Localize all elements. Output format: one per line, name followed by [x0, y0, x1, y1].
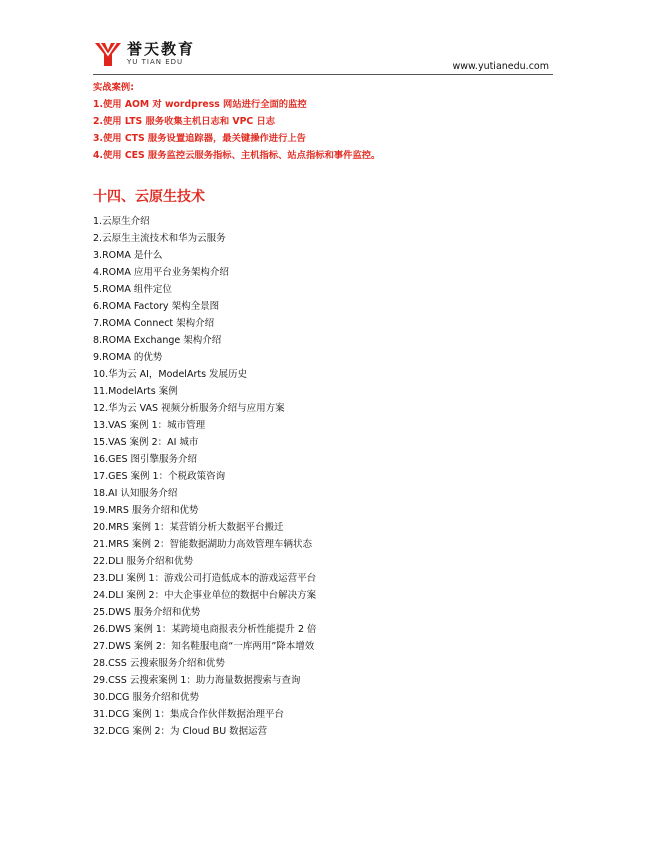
toc-item: 31.DCG 案例 1：集成合作伙伴数据治理平台	[93, 709, 285, 720]
header-divider	[93, 74, 553, 75]
case-item: 4.使用 CES 服务监控云服务指标、主机指标、站点指标和事件监控。	[93, 150, 381, 161]
toc-item: 9.ROMA 的优势	[93, 352, 163, 363]
toc-item: 12.华为云 VAS 视频分析服务介绍与应用方案	[93, 403, 285, 414]
toc-item: 24.DLI 案例 2：中大企事业单位的数据中台解决方案	[93, 590, 317, 601]
toc-item: 10.华为云 AI，ModelArts 发展历史	[93, 369, 248, 380]
toc-item: 15.VAS 案例 2：AI 城市	[93, 437, 199, 448]
toc-item: 16.GES 图引擎服务介绍	[93, 454, 198, 465]
toc-item: 4.ROMA 应用平台业务架构介绍	[93, 267, 229, 278]
case-item: 1.使用 AOM 对 wordpress 网站进行全面的监控	[93, 99, 307, 110]
page-header	[93, 40, 553, 76]
toc-item: 11.ModelArts 案例	[93, 386, 178, 397]
toc-item: 20.MRS 案例 1：某营销分析大数据平台搬迁	[93, 522, 284, 533]
brand-name-en: YU TIAN EDU	[127, 58, 184, 66]
toc-item: 23.DLI 案例 1：游戏公司打造低成本的游戏运营平台	[93, 573, 317, 584]
section-title: 十四、云原生技术	[93, 189, 205, 205]
toc-item: 2.云原生主流技术和华为云服务	[93, 233, 226, 244]
case-item: 3.使用 CTS 服务设置追踪器，最关键操作进行上告	[93, 133, 306, 144]
cases-heading: 实战案例:	[93, 82, 134, 93]
toc-item: 32.DCG 案例 2：为 Cloud BU 数据运营	[93, 726, 268, 737]
toc-list	[93, 213, 317, 740]
brand-name-cn: 誉天教育	[127, 40, 196, 58]
toc-item: 8.ROMA Exchange 架构介绍	[93, 335, 222, 346]
toc-item: 21.MRS 案例 2：智能数据湖助力高效管理车辆状态	[93, 539, 313, 550]
toc-item: 28.CSS 云搜索服务介绍和优势	[93, 658, 225, 669]
practice-cases	[93, 79, 380, 164]
toc-item: 19.MRS 服务介绍和优势	[93, 505, 199, 516]
toc-item: 1.云原生介绍	[93, 216, 150, 227]
toc-item: 26.DWS 案例 1：某跨境电商报表分析性能提升 2 倍	[93, 624, 317, 635]
logo	[93, 40, 195, 68]
toc-item: 30.DCG 服务介绍和优势	[93, 692, 199, 703]
yutian-logo-icon	[93, 40, 123, 68]
toc-item: 3.ROMA 是什么	[93, 250, 163, 261]
toc-item: 29.CSS 云搜索案例 1：助力海量数据搜索与查询	[93, 675, 301, 686]
toc-item: 13.VAS 案例 1：城市管理	[93, 420, 206, 431]
case-item: 2.使用 LTS 服务收集主机日志和 VPC 日志	[93, 116, 276, 127]
toc-item: 18.AI 认知服务介绍	[93, 488, 178, 499]
toc-item: 6.ROMA Factory 架构全景图	[93, 301, 220, 312]
toc-item: 27.DWS 案例 2：知名鞋服电商“一库两用”降本增效	[93, 641, 315, 652]
toc-item: 25.DWS 服务介绍和优势	[93, 607, 201, 618]
toc-item: 5.ROMA 组件定位	[93, 284, 172, 295]
site-url: www.yutianedu.com	[452, 61, 549, 72]
toc-item: 7.ROMA Connect 架构介绍	[93, 318, 215, 329]
toc-item: 22.DLI 服务介绍和优势	[93, 556, 194, 567]
toc-item: 17.GES 案例 1：个税政策咨询	[93, 471, 226, 482]
